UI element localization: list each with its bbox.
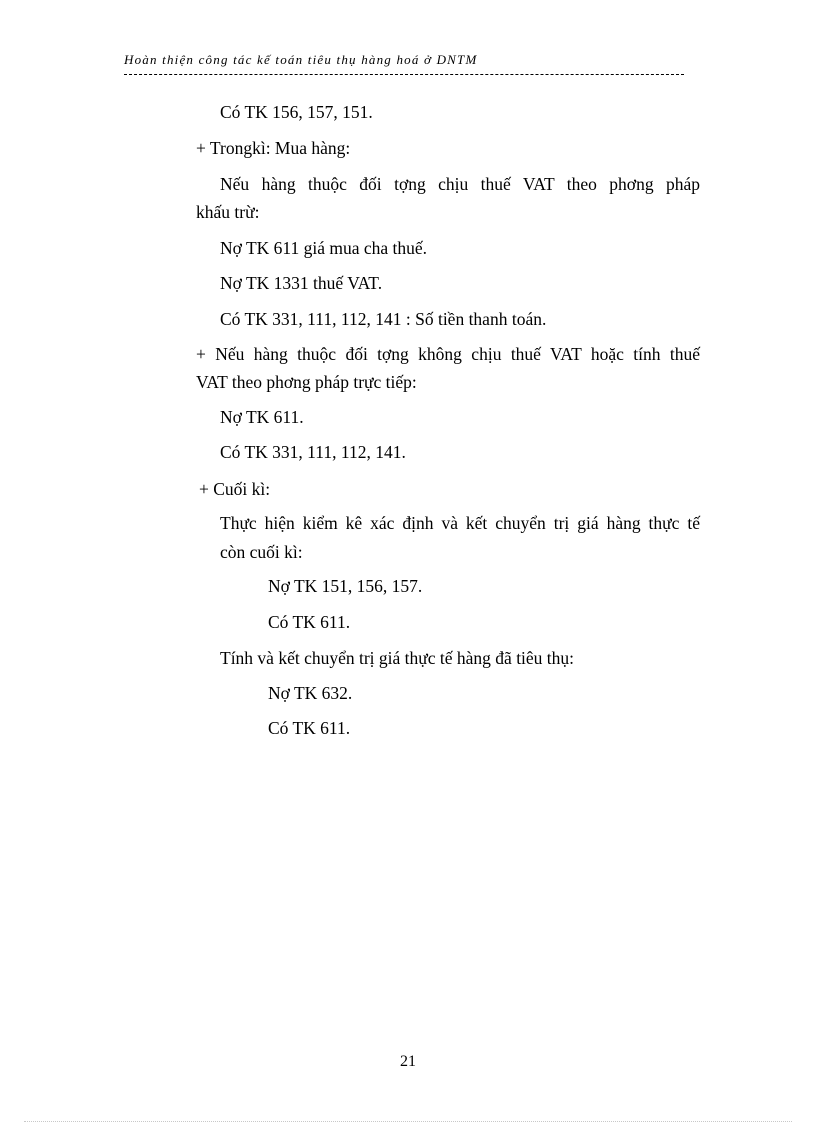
entry-credit-331-111-112-141: Có TK 331, 111, 112, 141. [220,442,406,462]
entry-debit-1331-vat: Nợ TK 1331 thuế VAT. [220,273,383,293]
entry-credit-156-157-151: Có TK 156, 157, 151. [220,102,373,122]
header-divider [124,74,684,75]
paragraph-vat-deduction-line2: khấu trừ: [196,202,260,222]
entry-credit-611-first: Có TK 611. [268,612,351,632]
section-during-period: + Trongkì: Mua hàng: [196,138,351,158]
entry-credit-331-payment: Có TK 331, 111, 112, 141 : Số tiền thanh toán. [220,309,547,329]
entry-debit-611-price: Nợ TK 611 giá mua cha thuế. [220,238,428,258]
entry-credit-611-second: Có TK 611. [268,718,351,738]
paragraph-inventory-check-line1: Thực hiện kiểm kê xác định và kết chuyển trị giá hàng thực tế [220,513,700,533]
paragraph-no-vat-line1: + Nếu hàng thuộc đối tợng không chịu thuế VAT hoặc tính thuế [196,344,700,364]
running-header: Hoàn thiện công tác kế toán tiêu thụ hàng hoá ở DNTM [124,52,478,67]
page-number: 21 [400,1053,416,1070]
entry-debit-611: Nợ TK 611. [220,407,304,427]
section-end-of-period: + Cuối kì: [199,479,271,499]
entry-debit-632: Nợ TK 632. [268,683,353,703]
paragraph-cost-transfer: Tính và kết chuyển trị giá thực tế hàng đã tiêu thụ: [220,648,575,668]
footer-divider [24,1121,792,1122]
paragraph-inventory-check-line2: còn cuối kì: [220,542,303,562]
paragraph-vat-deduction-line1: Nếu hàng thuộc đối tợng chịu thuế VAT theo phơng pháp [220,174,700,194]
entry-debit-151-156-157: Nợ TK 151, 156, 157. [268,576,423,596]
paragraph-no-vat-line2: VAT theo phơng pháp trực tiếp: [196,372,417,392]
